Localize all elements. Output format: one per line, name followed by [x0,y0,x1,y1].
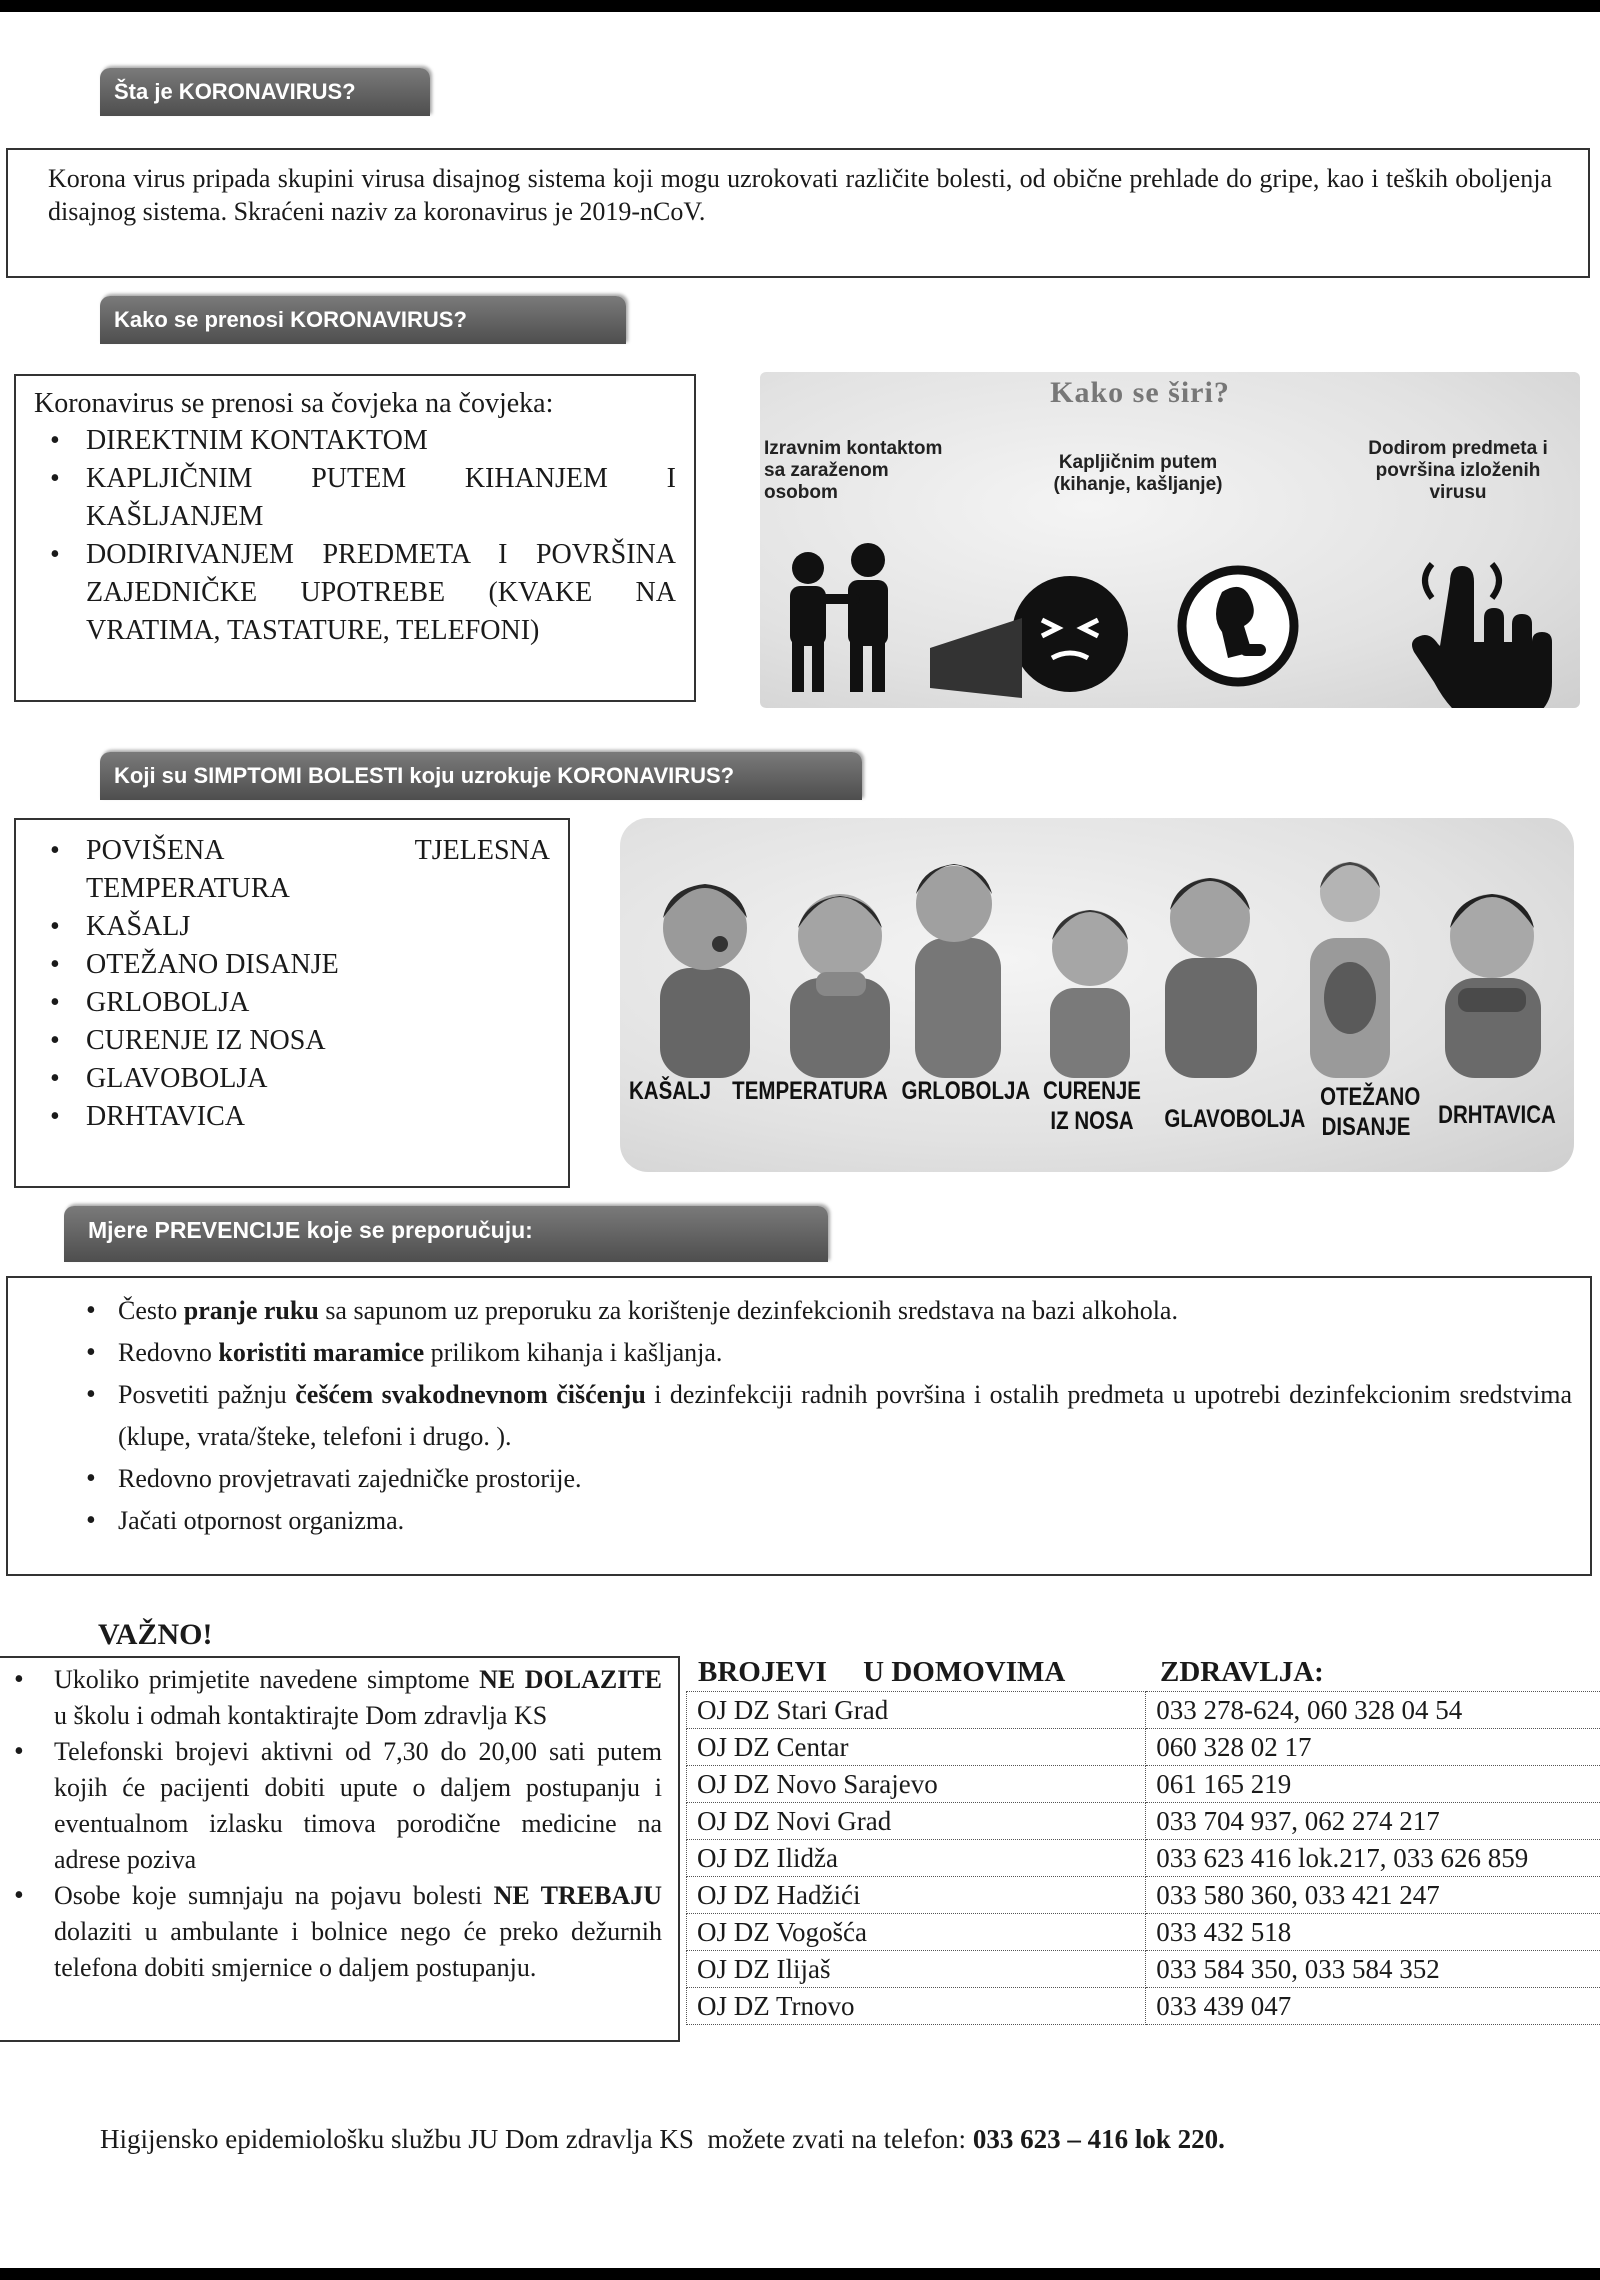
list-item: • KAŠALJ [16,908,550,946]
sneeze-icon [930,576,1128,698]
phone-number: 033 580 360, 033 421 247 [1146,1877,1600,1914]
phone-number: 033 623 416 lok.217, 033 626 859 [1146,1840,1600,1877]
important-heading: VAŽNO! [98,1618,213,1651]
symptom-label-drhtavica: DRHTAVICA [1438,1101,1556,1129]
symptoms-list [16,832,550,1136]
top-border [0,0,1600,12]
footer-text: Higijensko epidemiološku službu JU Dom zdravlja KS možete zvati na telefon: [100,2124,973,2154]
phone-center-name: OJ DZ Stari Grad [687,1692,1146,1729]
list-item: • CURENJE IZ NOSA [16,1022,550,1060]
list-item [8,1290,1572,1332]
transmission-intro: Koronavirus se prenosi sa čovjeka na čovjeka: [34,388,554,419]
table-row [687,1988,1600,2025]
list-item: • DODIRIVANJEM PREDMETA I POVRŠINA ZAJEDNIČKE UPOTREBE (KVAKE NA VRATIMA, TASTATURE, TELEFONI) [16,536,676,650]
list-item [0,1734,662,1878]
phone-center-name: OJ DZ Hadžići [687,1877,1146,1914]
list-item [0,1878,662,1986]
table-row [687,1729,1600,1766]
list-item-text: Telefonski brojevi aktivni od 7,30 do 20,00 sati putem kojih će pacijenti dobiti upute o daljem postupanju i eventualnom izlasku timova porodične medicine na adrese poziva [54,1737,662,1874]
symptom-label-grlobolja: GRLOBOLJA [901,1077,1031,1105]
table-row [687,1877,1600,1914]
phone-number: 033 432 518 [1146,1914,1600,1951]
cough-icon [1182,570,1294,682]
phone-center-name: OJ DZ Vogošća [687,1914,1146,1951]
list-item-text: Redovno provjetravati zajedničke prostorije. [118,1464,582,1493]
phone-number: 033 704 937, 062 274 217 [1146,1803,1600,1840]
list-item: • KAPLJIČNIM PUTEM KIHANJEM I KAŠLJANJEM [16,460,676,536]
people-contact-icon [790,543,888,692]
transmission-illustration [760,372,1580,708]
list-item: • DIREKTNIM KONTAKTOM [16,422,676,460]
list-item-emphasis: NE TREBAJU [493,1881,662,1910]
section-symptoms-tab: Koji su SIMPTOMI BOLESTI koju uzrokuje KORONAVIRUS? [100,752,862,800]
runny-nose-figure-icon [1050,910,1130,1078]
important-list [0,1662,662,1986]
list-item-text: Redovno [118,1338,219,1367]
list-item-emphasis: pranje ruku [183,1296,319,1325]
hand-touch-icon [1412,564,1552,708]
list-item [8,1332,1572,1374]
footer-line [100,2124,1225,2155]
illustration-label-contact: Izravnim kontaktom sa zaraženom osobom [764,438,943,503]
list-item [8,1500,1572,1542]
list-item-text: Često [118,1296,184,1325]
symptom-label-curenje: CURENJE IZ NOSA [1043,1077,1141,1135]
shivering-figure-icon [1445,894,1541,1078]
list-item: • POVIŠENA TJELESNA TEMPERATURA [16,832,550,908]
phone-number: 033 439 047 [1146,1988,1600,2025]
list-item [0,1662,662,1734]
table-row [687,1914,1600,1951]
phone-center-name: OJ DZ Ilijaš [687,1951,1146,1988]
prevention-list [8,1290,1572,1542]
table-row [687,1692,1600,1729]
phones-heading-right: ZDRAVLJA: [1160,1656,1324,1688]
list-item-emphasis: češćem svakodnevnom čišćenju [295,1380,646,1409]
list-item: • GLAVOBOLJA [16,1060,550,1098]
symptom-label-kasalj: KAŠALJ [629,1077,712,1105]
list-item-emphasis: koristiti maramice [218,1338,425,1367]
list-item: • OTEŽANO DISANJE [16,946,550,984]
phone-number: 061 165 219 [1146,1766,1600,1803]
phone-number: 033 584 350, 033 584 352 [1146,1951,1600,1988]
section-transmission-tab: Kako se prenosi KORONAVIRUS? [100,296,626,344]
breathing-figure-icon [1310,862,1390,1078]
list-item-text: i dezinfekciji radnih površina i ostalih predmeta u upotrebi dezinfekcionim sredstvima (klupe, vrata/šteke, telefoni i drugo. ). [118,1380,1572,1451]
sore-throat-figure-icon [915,864,1001,1078]
section-what-tab: Šta je KORONAVIRUS? [100,68,430,116]
headache-figure-icon [1165,878,1257,1078]
table-row [687,1766,1600,1803]
table-row [687,1803,1600,1840]
phone-center-name: OJ DZ Centar [687,1729,1146,1766]
phones-table [686,1691,1600,2025]
illustration-label-droplet: Kapljičnim putem (kihanje, kašljanje) [1053,452,1223,495]
table-row [687,1840,1600,1877]
list-item-text: dolaziti u ambulante i bolnice nego će preko dežurnih telefona dobiti smjernice o daljem postupanju. [54,1917,662,1982]
list-item-text: u školu i odmah kontaktirajte Dom zdravlja KS [54,1701,548,1730]
list-item-text: Ukoliko primjetite navedene simptome [54,1665,480,1694]
list-item-emphasis: NE DOLAZITE [479,1665,662,1694]
list-item-text: Jačati otpornost organizma. [118,1506,405,1535]
symptom-label-otezano: OTEŽANO DISANJE [1320,1083,1421,1141]
list-item-text: Osobe koje sumnjaju na pojavu bolesti [54,1881,494,1910]
section-prevention-box [6,1276,1592,1576]
symptom-label-glavobolja: GLAVOBOLJA [1164,1105,1306,1133]
transmission-icons [760,372,1580,708]
cough-figure-icon [660,884,750,1078]
list-item: • GRLOBOLJA [16,984,550,1022]
symptom-label-temperatura: TEMPERATURA [732,1077,888,1105]
phone-center-name: OJ DZ Trnovo [687,1988,1146,2025]
illustration-heading: Kako se širi? [1050,376,1230,409]
phone-center-name: OJ DZ Novi Grad [687,1803,1146,1840]
list-item [8,1374,1572,1458]
bottom-border [0,2268,1600,2280]
section-symptoms-box [14,818,570,1188]
important-box [0,1656,680,2042]
phone-center-name: OJ DZ Ilidža [687,1840,1146,1877]
section-prevention-tab: Mjere PREVENCIJE koje se preporučuju: [64,1206,828,1262]
phones-heading-left: BROJEVI U DOMOVIMA [698,1656,1066,1688]
list-item-text: prilikom kihanja i kašljanja. [424,1338,723,1367]
section-what-text: Korona virus pripada skupini virusa disajnog sistema koji mogu uzrokovati različite bolesti, od obične prehlade do gripe, kao i teških oboljenja disajnog sistema. Skraćeni naziv za koronavirus je 2019-nCoV. [48,164,1552,226]
table-row [687,1951,1600,1988]
transmission-list [16,422,676,650]
section-what-box [6,148,1590,278]
list-item-text: sa sapunom uz preporuku za korištenje dezinfekcionih sredstava na bazi alkohola. [318,1296,1178,1325]
list-item [8,1458,1572,1500]
list-item: • DRHTAVICA [16,1098,550,1136]
temperature-figure-icon [790,894,890,1078]
phone-center-name: OJ DZ Novo Sarajevo [687,1766,1146,1803]
phone-number: 060 328 02 17 [1146,1729,1600,1766]
symptoms-illustration [620,818,1574,1172]
section-transmission-box [14,374,696,702]
list-item-text: Posvetiti pažnju [118,1380,296,1409]
illustration-label-surface: Dodirom predmeta i površina izloženih virusu [1368,438,1548,503]
phone-number: 033 278-624, 060 328 04 54 [1146,1692,1600,1729]
footer-phone: 033 623 – 416 lok 220. [972,2124,1225,2154]
